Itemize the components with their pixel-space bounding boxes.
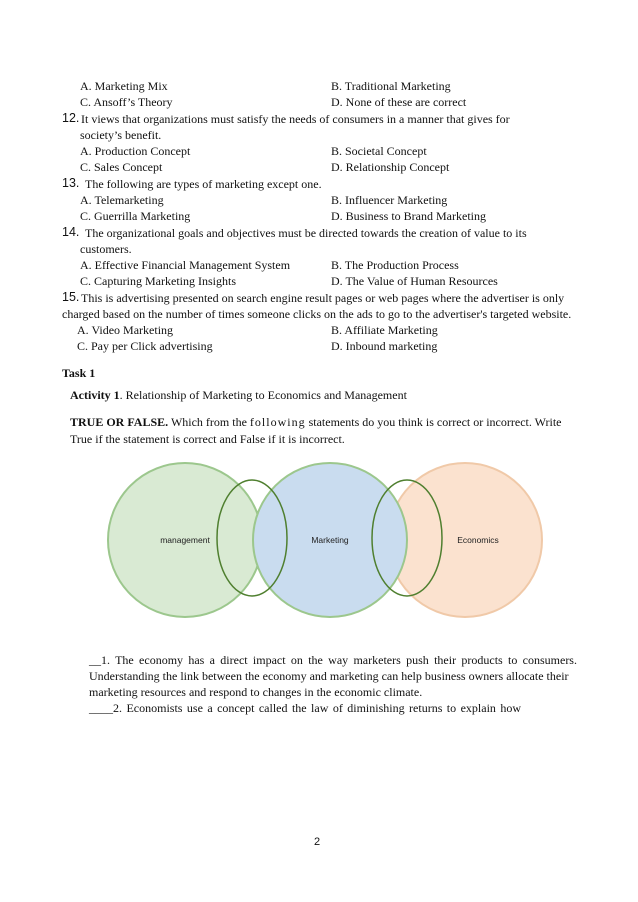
management-label: management <box>160 535 210 545</box>
item-2-line1 <box>89 701 521 716</box>
item-1-blank: __1. <box>89 653 110 667</box>
q13-option-d: D. Business to Brand Marketing <box>331 209 486 223</box>
q13-option-c: C. Guerrilla Marketing <box>80 209 191 223</box>
q15-option-a: A. Video Marketing <box>77 323 174 337</box>
venn-diagram <box>100 460 560 630</box>
activity-heading <box>70 388 407 403</box>
q14-option-a: A. Effective Financial Management System <box>80 258 291 272</box>
q12-option-b: B. Societal Concept <box>331 144 427 158</box>
item-2-blank: ____2. <box>89 701 122 715</box>
item-1-line2: Understanding the link between the economy and marketing can help business owners allocate their <box>89 669 569 683</box>
q15-stem-line1: This is advertising presented on search engine result pages or web pages where the advertiser is only <box>81 291 565 305</box>
q13-option-a: A. Telemarketing <box>80 193 164 207</box>
q15-stem-line2: charged based on the number of times someone clicks on the ads to go to the advertiser's targeted website. <box>62 307 572 321</box>
q14-option-b: B. The Production Process <box>331 258 459 272</box>
item-1-line1 <box>89 653 577 668</box>
q11-option-a: A. Marketing Mix <box>80 79 168 93</box>
q11-option-d: D. None of these are correct <box>331 95 467 109</box>
q12-option-a: A. Production Concept <box>80 144 191 158</box>
tf-text-a: Which from the <box>170 415 247 429</box>
tf-label: TRUE OR FALSE. <box>70 415 169 429</box>
q12-number: 12. <box>62 111 80 125</box>
q11-option-b: B. Traditional Marketing <box>331 79 451 93</box>
page-number: 2 <box>314 836 321 848</box>
economics-label: Economics <box>457 535 499 545</box>
q13-number: 13. <box>62 176 80 190</box>
q11-option-c: C. Ansoff’s Theory <box>80 95 173 109</box>
activity-title: . Relationship of Marketing to Economics and Management <box>119 388 407 402</box>
q14-stem-line2: customers. <box>80 242 132 256</box>
q13-option-b: B. Influencer Marketing <box>331 193 448 207</box>
q15-option-c: C. Pay per Click advertising <box>77 339 213 353</box>
marketing-label: Marketing <box>311 535 349 545</box>
q15-number: 15. <box>62 290 80 304</box>
q12-stem-line1: It views that organizations must satisfy the needs of consumers in a manner that gives for <box>81 112 510 126</box>
item-1-line3: marketing resources and respond to changes in the economic climate. <box>89 685 423 699</box>
tf-instructions-line2: True if the statement is correct and False if it is incorrect. <box>70 432 345 446</box>
q14-option-c: C. Capturing Marketing Insights <box>80 274 236 288</box>
q12-option-c: C. Sales Concept <box>80 160 163 174</box>
q12-option-d: D. Relationship Concept <box>331 160 450 174</box>
q15-option-b: B. Affiliate Marketing <box>331 323 438 337</box>
q14-stem-line1: The organizational goals and objectives must be directed towards the creation of value to its <box>85 226 527 240</box>
q14-number: 14. <box>62 225 80 239</box>
q12-stem-line2: society’s benefit. <box>80 128 162 142</box>
item-1-text: The economy has a direct impact on the way marketers push their products to consumers. <box>115 653 577 667</box>
item-2-text: Economists use a concept called the law of diminishing returns to explain how <box>126 701 522 715</box>
activity-label: Activity 1 <box>70 388 120 402</box>
q14-option-d: D. The Value of Human Resources <box>331 274 498 288</box>
tf-text-b: statements do you think is correct or incorrect. Write <box>308 415 562 429</box>
q13-stem: The following are types of marketing except one. <box>85 177 322 191</box>
tf-instructions-line1 <box>70 415 561 430</box>
tf-following: following <box>249 415 306 429</box>
q15-option-d: D. Inbound marketing <box>331 339 438 353</box>
task-title: Task 1 <box>62 366 96 380</box>
